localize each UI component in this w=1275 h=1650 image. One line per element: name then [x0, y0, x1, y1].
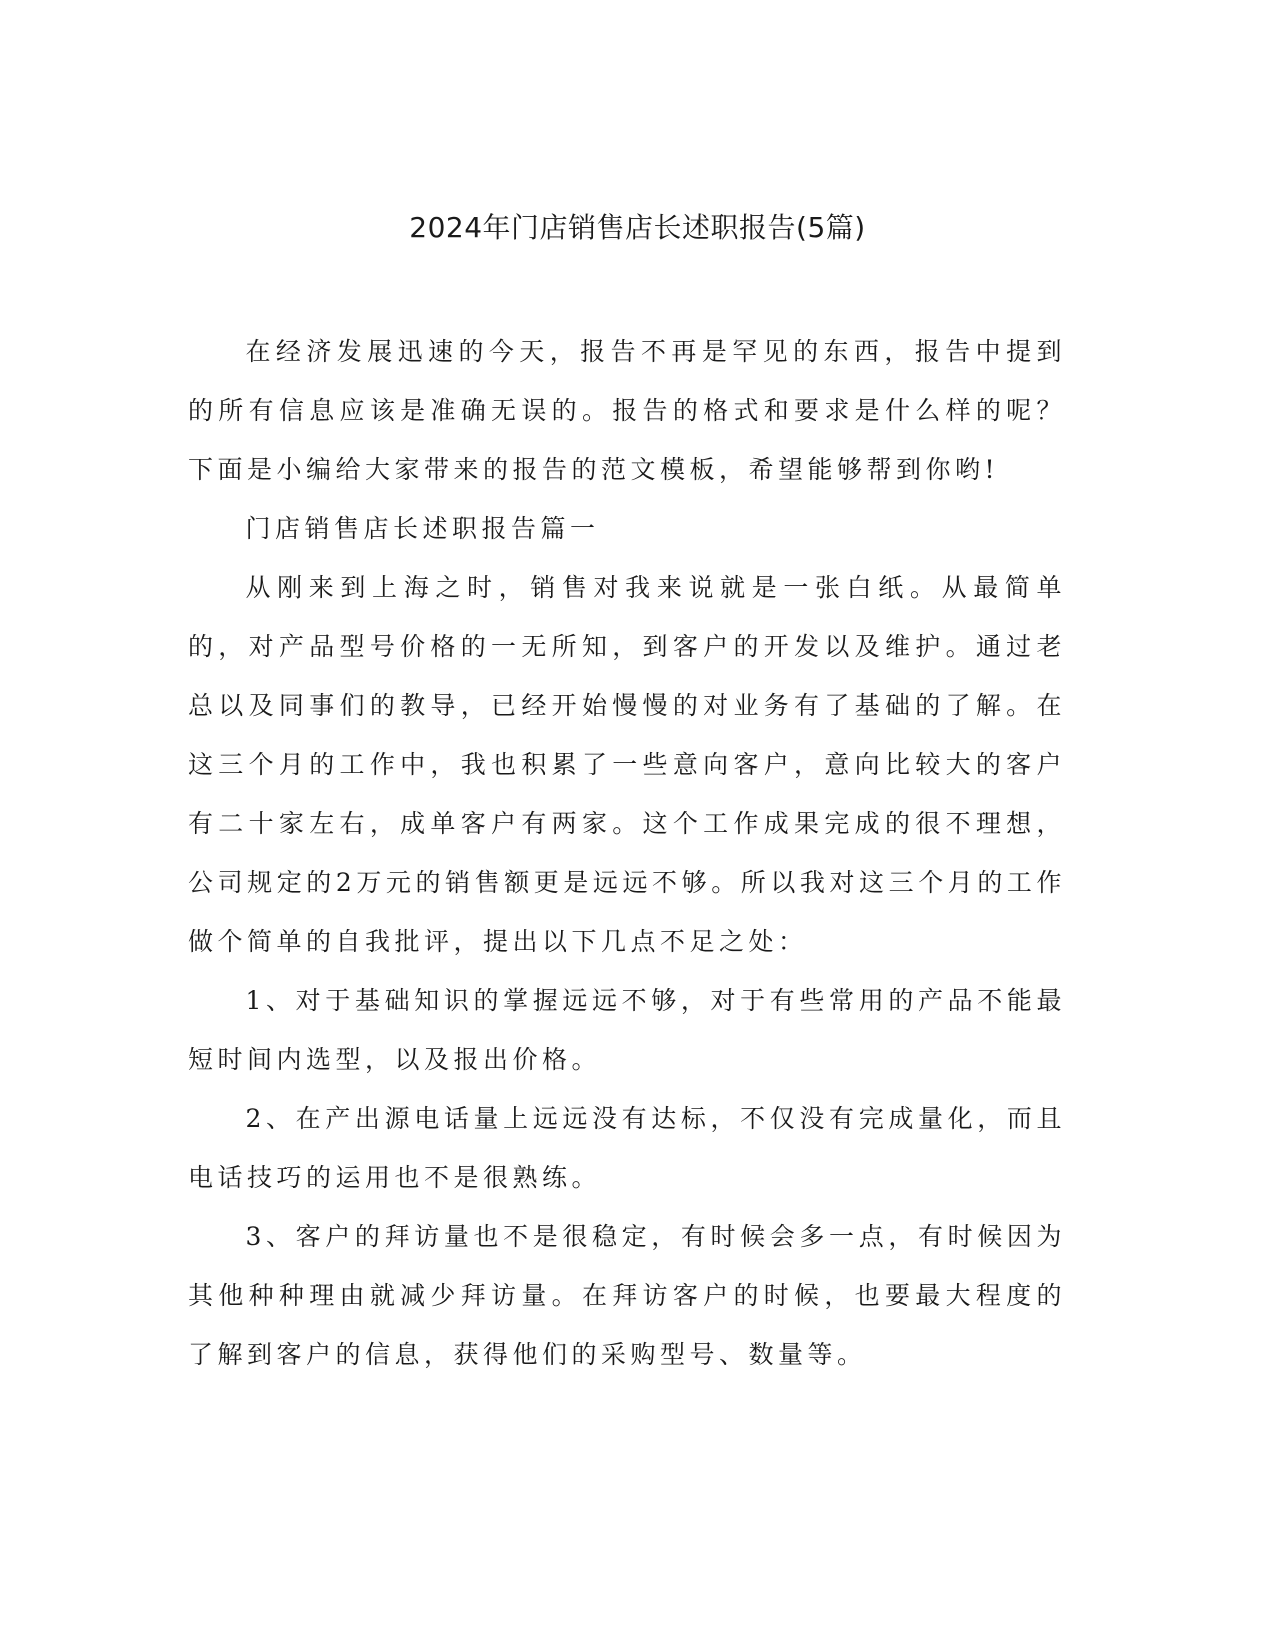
document-title: 2024年门店销售店长述职报告(5篇)	[409, 211, 866, 244]
intro-paragraph: 在经济发展迅速的今天，报告不再是罕见的东西，报告中提到的所有信息应该是准确无误的。报告的格式和要求是什么样的呢？下面是小编给大家带来的报告的范文模板，希望能够帮到你哟!	[188, 337, 1066, 484]
document-body	[188, 322, 1066, 1384]
section-heading: 门店销售店长述职报告篇一	[245, 514, 600, 543]
list-item-1: 1、对于基础知识的掌握远远不够，对于有些常用的产品不能最短时间内选型，以及报出价格。	[188, 986, 1066, 1074]
body-paragraph: 从刚来到上海之时，销售对我来说就是一张白纸。从最简单的，对产品型号价格的一无所知，到客户的开发以及维护。通过老总以及同事们的教导，已经开始慢慢的对业务有了基础的了解。在这三个月的工作中，我也积累了一些意向客户，意向比较大的客户有二十家左右，成单客户有两家。这个工作成果完成的很不理想，公司规定的2万元的销售额更是远远不够。所以我对这三个月的工作做个简单的自我批评，提出以下几点不足之处：	[188, 573, 1066, 956]
list-item-2: 2、在产出源电话量上远远没有达标，不仅没有完成量化，而且电话技巧的运用也不是很熟练。	[188, 1104, 1066, 1192]
list-item-3: 3、客户的拜访量也不是很稳定，有时候会多一点，有时候因为其他种种理由就减少拜访量。在拜访客户的时候，也要最大程度的了解到客户的信息，获得他们的采购型号、数量等。	[188, 1222, 1066, 1369]
